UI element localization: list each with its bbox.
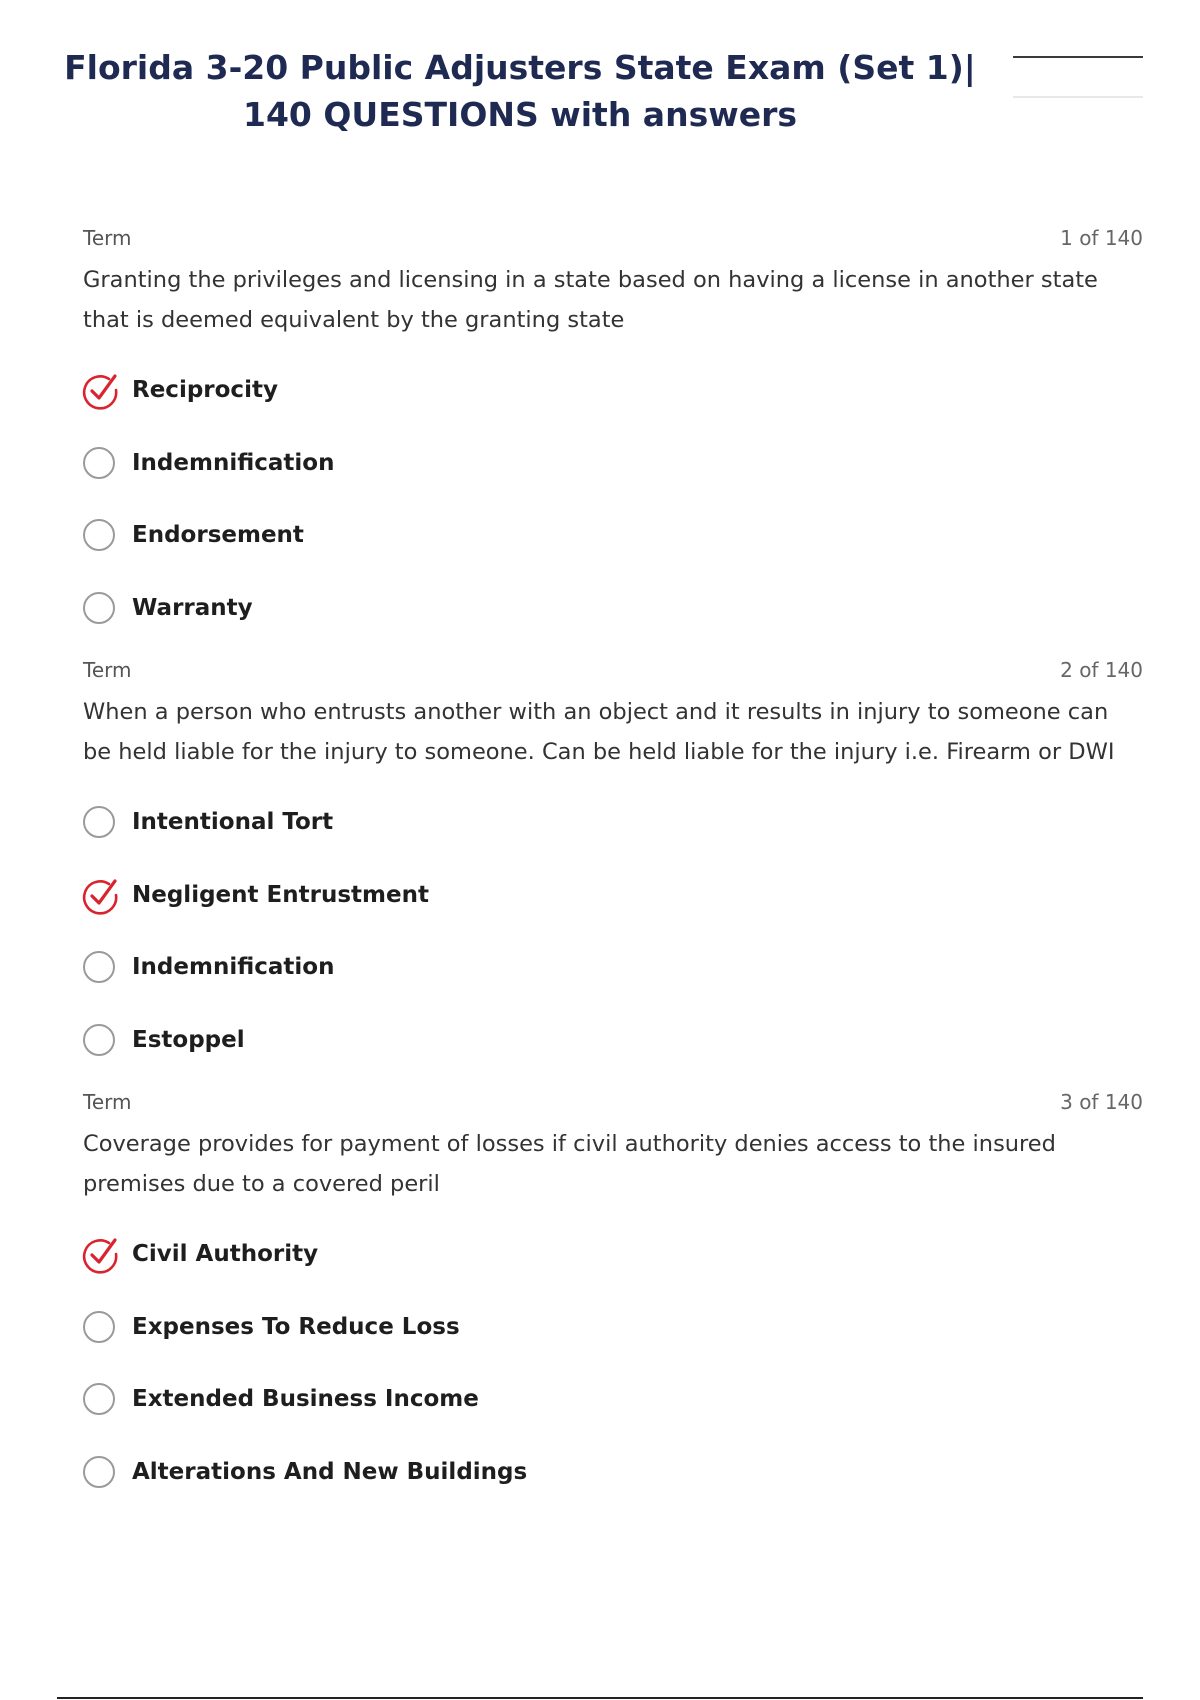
radio-circle-icon bbox=[83, 806, 115, 838]
question-counter: 3 of 140 bbox=[1060, 1090, 1143, 1114]
question-text: Granting the privileges and licensing in a state based on having a license in another state that is deemed equivalent by the granting state bbox=[83, 267, 1098, 333]
option-label: Negligent Entrustment bbox=[132, 881, 429, 908]
option-label: Indemnification bbox=[132, 954, 335, 981]
checkmark-circle-icon bbox=[81, 875, 121, 915]
question-text: When a person who entrusts another with an object and it results in injury to someone can be held liable for the injury to someone. Can be held liable for the injury i.e. Firearm or DWI bbox=[83, 699, 1115, 765]
option-label: Reciprocity bbox=[132, 377, 278, 404]
radio-circle-icon bbox=[83, 1024, 115, 1056]
checkmark-circle-icon bbox=[81, 1234, 121, 1274]
answer-option[interactable] bbox=[83, 499, 1143, 572]
radio-circle-icon bbox=[83, 1456, 115, 1488]
question-list bbox=[83, 226, 1143, 1522]
radio-circle-icon bbox=[83, 447, 115, 479]
answer-option[interactable] bbox=[83, 427, 1143, 500]
answer-option-selected[interactable] bbox=[83, 859, 1143, 932]
question-card bbox=[83, 226, 1143, 644]
question-counter: 1 of 140 bbox=[1060, 226, 1143, 250]
radio-circle-icon bbox=[83, 592, 115, 624]
title-line-2: 140 QUESTIONS with answers bbox=[243, 95, 797, 134]
question-header bbox=[83, 1090, 1143, 1120]
question-header bbox=[83, 226, 1143, 256]
answer-option[interactable] bbox=[83, 1004, 1143, 1077]
question-counter: 2 of 140 bbox=[1060, 658, 1143, 682]
option-label: Alterations And New Buildings bbox=[132, 1458, 528, 1485]
term-label: Term bbox=[83, 658, 132, 682]
option-label: Intentional Tort bbox=[132, 809, 334, 836]
answer-option[interactable] bbox=[83, 572, 1143, 645]
term-label: Term bbox=[83, 226, 132, 250]
option-label: Warranty bbox=[132, 594, 253, 621]
radio-circle-icon bbox=[83, 1383, 115, 1415]
header-rule-faint bbox=[1013, 96, 1143, 98]
option-label: Endorsement bbox=[132, 522, 304, 549]
question-header bbox=[83, 658, 1143, 688]
option-label: Expenses To Reduce Loss bbox=[132, 1313, 460, 1340]
title-line-1: Florida 3-20 Public Adjusters State Exam (Set 1)| bbox=[64, 48, 976, 87]
answer-option[interactable] bbox=[83, 931, 1143, 1004]
term-label: Term bbox=[83, 1090, 132, 1114]
radio-circle-icon bbox=[83, 1311, 115, 1343]
answer-option[interactable] bbox=[83, 1436, 1143, 1509]
answer-option[interactable] bbox=[83, 1291, 1143, 1364]
question-card bbox=[83, 1090, 1143, 1508]
document-title bbox=[60, 44, 980, 138]
answer-option-selected[interactable] bbox=[83, 354, 1143, 427]
question-card bbox=[83, 658, 1143, 1076]
radio-circle-icon bbox=[83, 951, 115, 983]
answer-option[interactable] bbox=[83, 786, 1143, 859]
radio-circle-icon bbox=[83, 519, 115, 551]
header-rule bbox=[1013, 56, 1143, 58]
option-label: Indemnification bbox=[132, 449, 335, 476]
checkmark-circle-icon bbox=[81, 370, 121, 410]
option-label: Civil Authority bbox=[132, 1241, 319, 1268]
question-text: Coverage provides for payment of losses if civil authority denies access to the insured premises due to a covered peril bbox=[83, 1131, 1056, 1197]
footer-rule bbox=[57, 1697, 1143, 1699]
option-label: Estoppel bbox=[132, 1026, 245, 1053]
answer-option[interactable] bbox=[83, 1363, 1143, 1436]
option-label: Extended Business Income bbox=[132, 1386, 479, 1413]
answer-option-selected[interactable] bbox=[83, 1218, 1143, 1291]
